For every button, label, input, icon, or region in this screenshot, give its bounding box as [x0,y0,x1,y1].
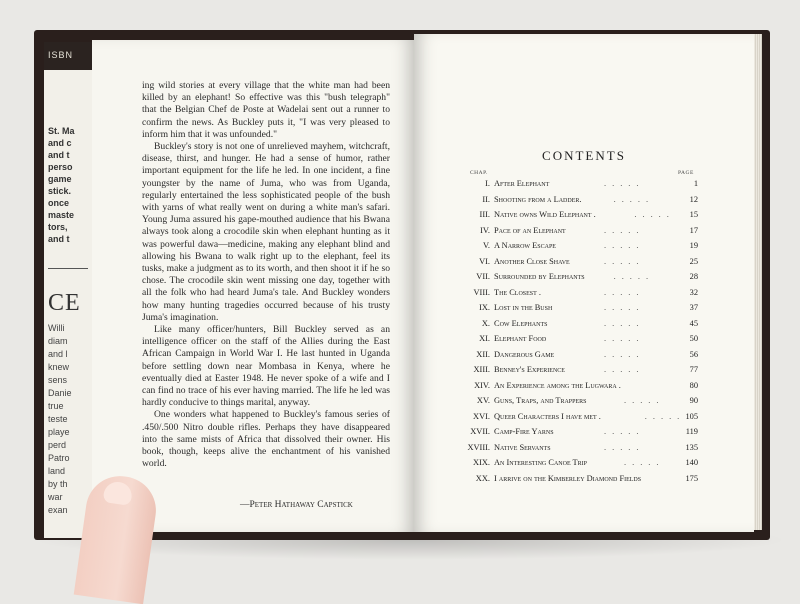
underlying-flap-line: and t [48,234,70,244]
table-of-contents [456,179,698,489]
chapter-number: XVII. [470,427,490,436]
foreword-text [142,80,390,471]
chapter-page: 105 [685,411,698,421]
chapter-page: 37 [689,303,698,312]
chapter-title: Guns, Traps, and Trappers [494,396,587,405]
leader-dots: ..... [604,365,645,374]
chapter-title: I arrive on the Kimberley Diamond Fields [494,473,642,483]
chapter-title: A Narrow Escape [494,241,556,250]
underlying-text-line: perd [48,440,67,450]
toc-row [456,443,698,459]
leader-dots: ..... [624,458,665,467]
chapter-title: After Elephant [494,179,550,188]
underlying-text-line: Danie [48,388,72,398]
underlying-text-line: true [48,401,64,411]
toc-row [456,365,698,381]
underlying-text-line: Willi [48,323,65,333]
underlying-text-line: sens [48,375,68,385]
toc-row [456,334,698,350]
chapter-page: 25 [689,256,698,266]
toc-row [456,396,698,412]
chapter-number: VII. [476,272,490,281]
toc-row [456,195,698,211]
chapter-number: IX. [479,303,490,312]
page-edges [754,34,762,530]
chapter-title: Pace of an Elephant [494,225,566,235]
isbn-label: ISBN [48,50,74,60]
leader-dots: ..... [613,272,655,281]
underlying-flap-line: and c [48,138,72,148]
chapter-number: XIX. [473,458,490,467]
leader-dots: ..... [604,442,645,452]
chapter-number: XV. [476,396,490,405]
toc-row [456,427,698,443]
toc-row [456,226,698,242]
chapter-number: VIII. [473,287,490,297]
toc-row [456,474,698,490]
underlying-heading: CE [48,290,81,316]
foreword-paragraph: One wonders what happened to Buckley's famous series of .450/.500 Nitro double rifles. Perhaps they have disappeared into the same mists of Africa that dissolved their owner. His book, though, keeps alive the enchantment of his vanished world. [142,409,390,470]
underlying-flap-line: and t [48,150,70,160]
underlying-flap-line: once [48,198,70,208]
underlying-text-line: and l [48,349,68,359]
chapter-number: VI. [479,256,490,266]
chapter-page: 119 [685,427,698,436]
underlying-text-line: war [48,492,63,502]
chapter-page: 1 [693,179,698,188]
chapter-title: Shooting from a Ladder. [494,194,582,204]
chapter-page: 56 [689,349,698,359]
chapter-title: Native owns Wild Elephant . [494,210,596,219]
leader-dots: ..... [613,194,655,204]
foreword-paragraph: Like many officer/hunters, Bill Buckley served as an intelligence officer on the staff of the Allies during the East African Campaign in World War I. He last hunted in Uganda before settling down near Mombasa in Kenya, where he eventually died at Easter 1948. He never spoke of a wife and I can find no trace of his ever having married. The life he led was hardly conducive to things marital, anyway. [142,324,390,409]
leader-dots: ..... [624,396,665,405]
chapter-title: Dangerous Game [494,349,555,359]
underlying-text-line: diam [48,336,68,346]
chapter-number: V. [482,241,490,250]
toc-row [456,288,698,304]
chapter-title: Camp-Fire Yarns [494,427,554,436]
underlying-flap-line: tors, [48,222,68,232]
toc-row [456,303,698,319]
toc-row [456,179,698,195]
chapter-number: XI. [479,334,490,343]
toc-row [456,381,698,397]
chapter-number: XII. [476,349,490,359]
leader-dots: ..... [604,349,645,359]
chapter-page: 77 [689,365,698,374]
leader-dots: ..... [604,287,645,297]
chapter-title: Surrounded by Elephants [494,272,585,281]
chapter-title: Lost in the Bush [494,303,553,312]
chapter-number: X. [481,318,490,328]
chapter-page: 17 [689,225,698,235]
chapter-page: 15 [689,210,698,219]
underlying-text-line: knew [48,362,70,372]
underlying-text-line: teste [48,414,68,424]
chapter-number: I. [485,179,490,188]
contents-title: CONTENTS [542,148,626,163]
chapter-number: XX. [475,473,490,483]
underlying-text-line: Patro [48,453,70,463]
foreword-signature: —Peter Hathaway Capstick [240,500,353,510]
chapter-title: Native Servants [494,442,551,452]
underlying-flap-line: stick. [48,186,72,196]
toc-row [456,210,698,226]
chapter-title: Queer Characters I have met . [494,411,601,421]
page-column-label: PAGE [678,170,694,176]
underlying-flap-line: perso [48,162,73,172]
chapter-number: IV. [480,225,490,235]
chapter-number: XIV. [474,380,490,390]
leader-dots: ..... [604,318,645,328]
leader-dots: ..... [604,427,645,436]
underlying-rule [48,268,88,269]
leader-dots: ..... [604,179,645,188]
chapter-page: 80 [689,380,698,390]
toc-row [456,350,698,366]
underlying-flap-line: St. Ma [48,126,75,136]
chapter-title: An Experience among the Lugwara . [494,380,621,390]
leader-dots: ..... [634,210,675,219]
chapter-title: Another Close Shave [494,256,570,266]
chapter-number: II. [482,194,490,204]
toc-row [456,257,698,273]
chapter-page: 140 [685,458,698,467]
foreword-paragraph: ing wild stories at every village that the white man had been killed by an elephant! So effective was this "bush telegraph" that the Belgian Chef de Poste at Wadelai sent out a runner to confirm the news. As Buckley puts it, "I was very pleased to inform him that it was unfounded." [142,80,390,140]
chapter-number: III. [479,210,490,219]
toc-row [456,412,698,428]
underlying-text-line: by th [48,479,68,489]
chapter-title: An Interesting Canoe Trip [494,458,587,467]
chapter-page: 32 [689,287,698,297]
chapter-page: 175 [685,473,698,483]
chapter-title: The Closest . [494,287,541,297]
chapter-page: 135 [685,442,698,452]
chapter-number: XVI. [473,411,490,421]
leader-dots: ..... [604,303,645,312]
chapter-title: Benney's Experience [494,365,565,374]
chapter-title: Cow Elephants [494,318,548,328]
chapter-page: 28 [689,272,698,281]
chapter-title: Elephant Food [494,334,547,343]
toc-row [456,272,698,288]
leader-dots: ..... [644,411,686,421]
leader-dots: ..... [604,256,645,266]
foreword-paragraph: Buckley's story is not one of unrelieved mayhem, witchcraft, disease, thirst, and hunger. He had a sense of humor, rather important equipment for the life he led. In one incident, a fine youngster by the name of Juma, who was from Uganda, regularly entertained the less sophisticated people of the bush with yarns of what really went on during a white man's safari. Young Juma assured his gape-mouthed audience that his Bwana always took along a crocodile skin when elephant hunting as it was powerful dawa—medicine, making any elephant blind and allowing his Bwana to walk right up to the elephant, feel its tusks, make a judgment as to its worth, and then shoot it if he so chose. The crocodile skin went missing one day, together with all the folk who had heard Juma's tale. And Buckley wonders how many hunting tragedies occurred because of his trusty Juma's imagination. [142,141,390,323]
chapter-page: 19 [689,241,698,250]
chap-column-label: CHAP. [470,170,488,176]
toc-row [456,319,698,335]
leader-dots: ..... [604,334,645,343]
chapter-page: 50 [689,334,698,343]
underlying-flap-line: maste [48,210,75,220]
underlying-flap-line: game [48,174,72,184]
chapter-page: 45 [689,318,698,328]
leader-dots: ..... [604,241,645,250]
underlying-text-line: playe [48,427,70,437]
leader-dots: ..... [604,225,645,235]
toc-row [456,458,698,474]
chapter-number: XIII. [473,365,490,374]
toc-row [456,241,698,257]
underlying-text-line: land [48,466,66,476]
chapter-number: XVIII. [467,442,490,452]
underlying-text-line: exan [48,505,68,515]
chapter-page: 12 [689,194,698,204]
chapter-page: 90 [689,396,698,405]
